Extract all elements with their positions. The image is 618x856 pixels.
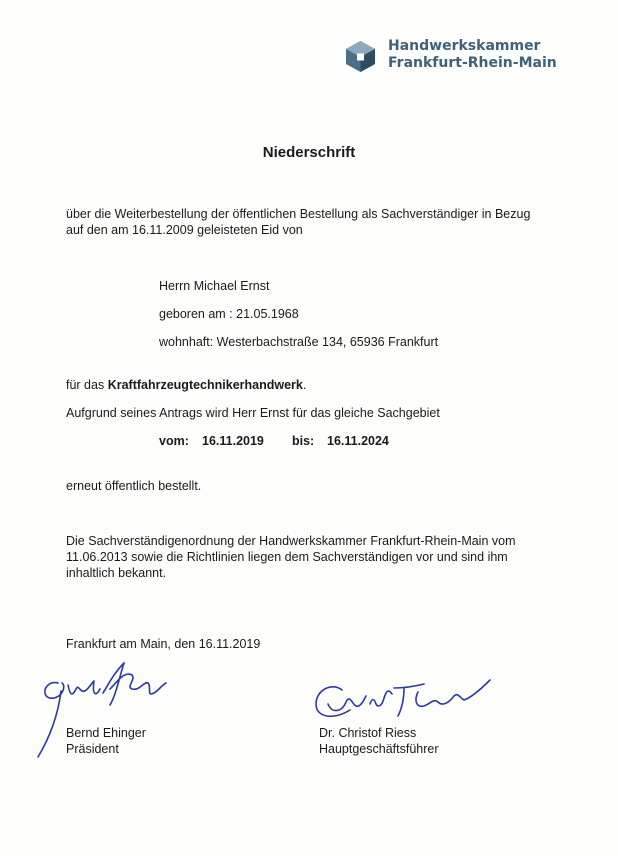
- chamber-logo: [344, 38, 557, 72]
- trade-suffix: .: [302, 378, 307, 392]
- signatory-2-role: Hauptgeschäftsführer: [319, 742, 439, 756]
- logo-line-2: Frankfurt-Rhein-Main: [388, 55, 557, 71]
- trade-line: [66, 377, 306, 393]
- logo-line-1: Handwerkskammer: [388, 38, 541, 54]
- period-from-label: vom:: [159, 434, 189, 448]
- trade-name: Kraftfahrzeugtechnikerhandwerk: [107, 378, 303, 392]
- chamber-logo-icon: [344, 40, 377, 73]
- regulation-line-3: inhaltlich bekannt.: [66, 566, 167, 580]
- place-date: Frankfurt am Main, den 16.11.2019: [66, 637, 261, 651]
- signature-managing-director: [308, 668, 493, 728]
- regulation-line-1: Die Sachverständigenordnung der Handwerkskammer Frankfurt-Rhein-Main vom: [66, 534, 516, 548]
- signatory-2-name: Dr. Christof Riess: [319, 726, 417, 740]
- chamber-logo-text: [388, 38, 557, 72]
- person-name: Herrn Michael Ernst: [159, 279, 270, 293]
- period-from-date: 16.11.2019: [202, 434, 264, 448]
- person-address: wohnhaft: Westerbachstraße 134, 65936 Frankfurt: [159, 335, 439, 349]
- application-line: Aufgrund seines Antrags wird Herr Ernst für das gleiche Sachgebiet: [66, 406, 440, 420]
- intro-line-1: über die Weiterbestellung der öffentlichen Bestellung als Sachverständiger in Bezug: [66, 207, 531, 221]
- signatory-1-role: Präsident: [66, 742, 119, 756]
- period-to-label: bis:: [292, 434, 315, 448]
- person-birth: geboren am : 21.05.1968: [159, 307, 299, 321]
- regulation-line-2: 11.06.2013 sowie die Richtlinien liegen dem Sachverständigen vor und sind ihm: [66, 550, 508, 564]
- trade-prefix: für das: [66, 378, 108, 392]
- intro-line-2: auf den am 16.11.2009 geleisteten Eid von: [66, 223, 303, 237]
- renewed-line: erneut öffentlich bestellt.: [66, 479, 202, 493]
- signatory-1-name: Bernd Ehinger: [66, 726, 146, 740]
- period-to-date: 16.11.2024: [327, 434, 389, 448]
- document-title: Niederschrift: [262, 144, 356, 161]
